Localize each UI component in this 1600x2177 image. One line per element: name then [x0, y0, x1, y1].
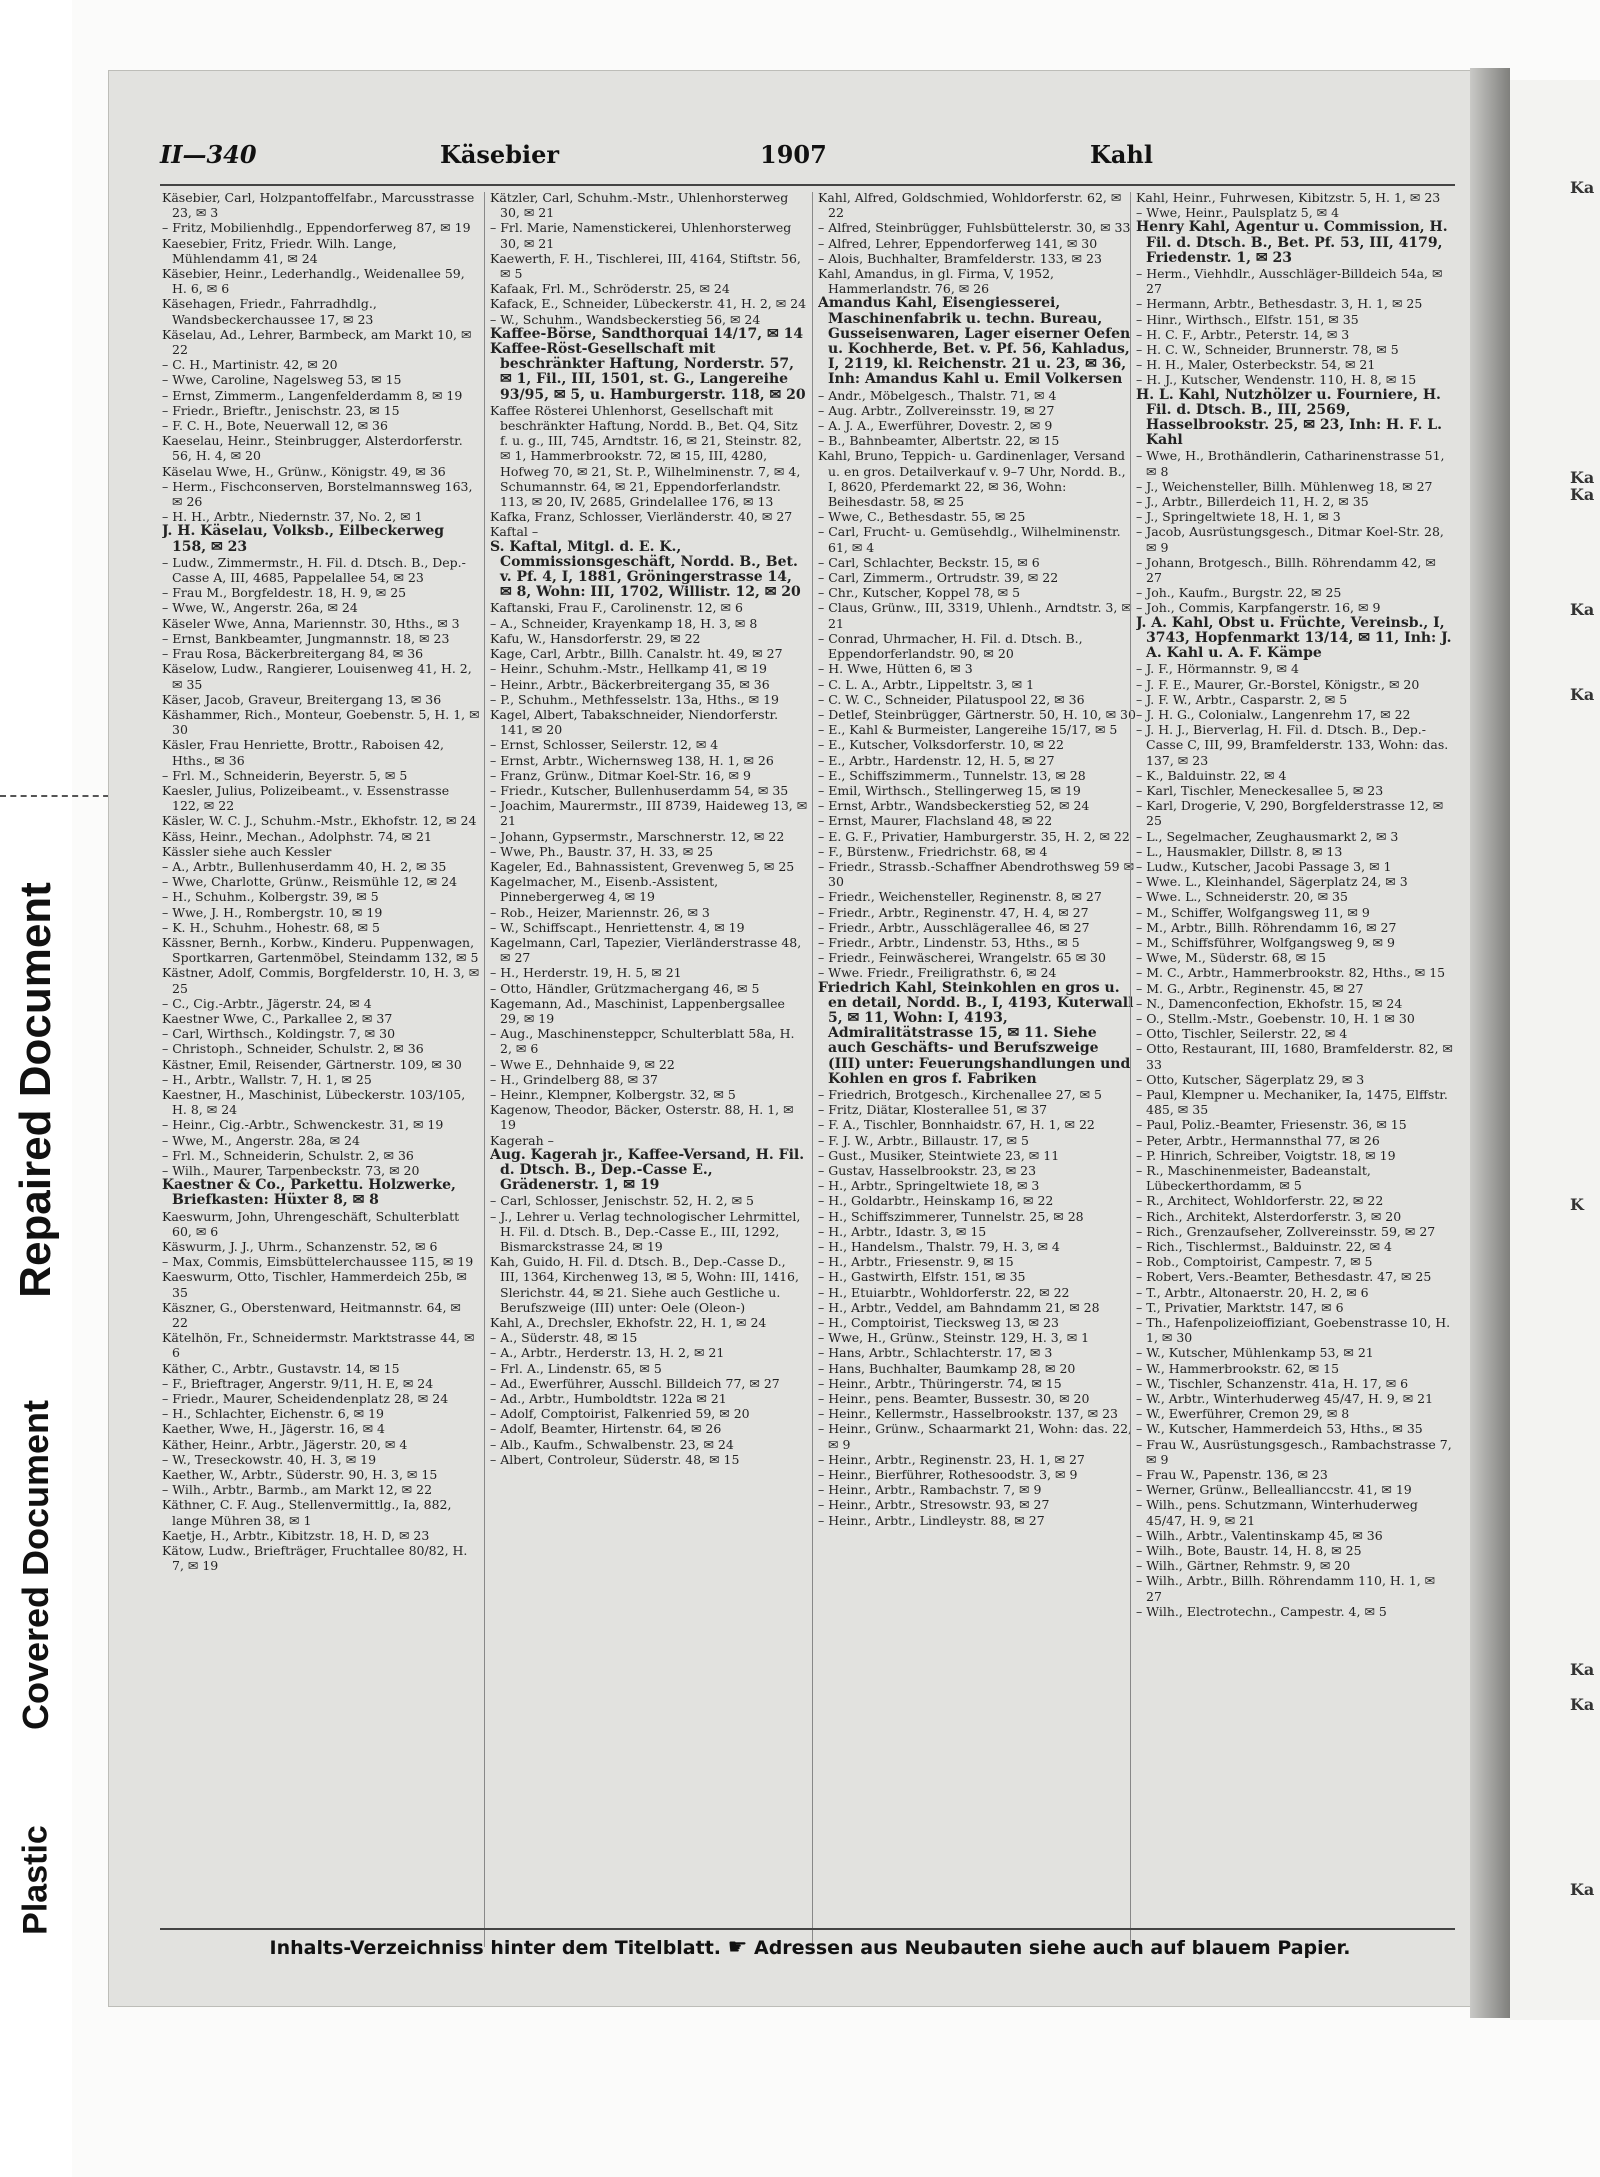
edge-mark: Ka — [1570, 1660, 1595, 1679]
directory-entry: – Wwe, M., Angerstr. 28a, ✉ 24 — [162, 1132, 360, 1148]
repaired-document-label: Repaired Document — [11, 882, 60, 1298]
directory-entry: Kaether, Wwe, H., Jägerstr. 16, ✉ 4 — [162, 1421, 385, 1437]
directory-entry: – Andr., Möbelgesch., Thalstr. 71, ✉ 4 — [818, 387, 1057, 403]
directory-entry: – Werner, Grünw., Belleallianccstr. 41, ✉ 19 — [1136, 1482, 1412, 1498]
directory-entry: – Heinr., Arbtr., Thüringerstr. 74, ✉ 15 — [818, 1375, 1062, 1391]
footer-right-text: Adressen aus Neubauten siehe auch auf blauem Papier. — [754, 1937, 1351, 1959]
directory-entry: – C. L. A., Arbtr., Lippeltstr. 3, ✉ 1 — [818, 676, 1035, 692]
directory-entry: – Karl, Drogerie, V, 290, Borgfelderstrasse 12, ✉ 25 — [1136, 798, 1444, 829]
scan-label-strip — [0, 0, 72, 2177]
header-year: 1907 — [760, 140, 827, 169]
directory-entry: – Claus, Grünw., III, 3319, Uhlenh., Arndtstr. 3, ✉ 21 — [818, 600, 1132, 631]
pointing-hand-icon: ☛ — [727, 1935, 748, 1960]
header-left-name: Käsebier — [440, 140, 560, 169]
directory-entry: Käselau, Ad., Lehrer, Barmbeck, am Markt 10, ✉ 22 — [162, 326, 472, 358]
directory-entry: – Wilh., Arbtr., Valentinskamp 45, ✉ 36 — [1136, 1527, 1383, 1543]
directory-entry: – Karl, Tischler, Meneckesallee 5, ✉ 23 — [1136, 782, 1384, 798]
directory-entry: Aug. Kagerah jr., Kaffee-Versand, H. Fil. d. Dtsch. B., Dep.-Casse E., Grädenerstr. 1, ✉ 19 — [490, 1146, 805, 1194]
directory-entry: – Johann, Brotgesch., Billh. Röhrendamm 42, ✉ 27 — [1136, 554, 1436, 586]
directory-entry: – Heinr., Schuhm.-Mstr., Hellkamp 41, ✉ 19 — [490, 661, 767, 677]
directory-entry: Kahl, A., Drechsler, Ekhofstr. 22, H. 1, ✉ 24 — [490, 1315, 767, 1331]
directory-entry: – Rob., Heizer, Mariennstr. 26, ✉ 3 — [490, 904, 710, 920]
plastic-label: Plastic — [16, 1825, 55, 1935]
directory-entry: Kätzler, Carl, Schuhm.-Mstr., Uhlenhorsterweg 30, ✉ 21 — [490, 190, 789, 221]
directory-entry: – Carl, Schlachter, Beckstr. 15, ✉ 6 — [818, 554, 1040, 570]
directory-entry: – A. J. A., Ewerführer, Dovestr. 2, ✉ 9 — [818, 418, 1053, 434]
edge-mark: Ka — [1570, 1695, 1595, 1714]
directory-entry: Kaestner, H., Maschinist, Lübeckerstr. 103/105, H. 8, ✉ 24 — [162, 1086, 466, 1118]
directory-entry: – Ludw., Kutscher, Jacobi Passage 3, ✉ 1 — [1136, 858, 1392, 874]
directory-entry: – T., Arbtr., Altonaerstr. 20, H. 2, ✉ 6 — [1136, 1284, 1369, 1300]
directory-entry: – Wwe, Caroline, Nagelsweg 53, ✉ 15 — [162, 372, 402, 388]
directory-entry: Kafaak, Frl. M., Schröderstr. 25, ✉ 24 — [490, 281, 730, 297]
directory-entry: – Friedr., Weichensteller, Reginenstr. 8, ✉ 27 — [818, 889, 1102, 905]
directory-entry: – Wwe. L., Schneiderstr. 20, ✉ 35 — [1136, 889, 1348, 905]
directory-entry: – Friedr., Strassb.-Schaffner Abendrothsweg 59 ✉ 30 — [818, 858, 1135, 890]
directory-entry: J. H. Käselau, Volksb., Eilbeckerweg 158, ✉ 23 — [162, 523, 445, 555]
directory-entry: Käss, Heinr., Mechan., Adolphstr. 74, ✉ 21 — [162, 828, 432, 844]
directory-entry: Kageler, Ed., Bahnassistent, Grevenweg 5, ✉ 25 — [490, 858, 795, 874]
directory-entry: Käseler Wwe, Anna, Mariennstr. 30, Hths., ✉ 3 — [162, 615, 460, 631]
directory-entry: – Peter, Arbtr., Hermannsthal 77, ✉ 26 — [1136, 1132, 1380, 1148]
column-3 — [818, 190, 1136, 1950]
directory-entry: – Emil, Wirthsch., Stellingerweg 15, ✉ 19 — [818, 782, 1081, 798]
directory-entry: – W., Hammerbrookstr. 62, ✉ 15 — [1136, 1360, 1340, 1376]
directory-entry: – Frau W., Papenstr. 136, ✉ 23 — [1136, 1467, 1328, 1483]
directory-entry: – Paul, Klempner u. Mechaniker, Ia, 1475, Elffstr. 485, ✉ 35 — [1136, 1086, 1448, 1118]
directory-entry: – Wilh., Gärtner, Rehmstr. 9, ✉ 20 — [1136, 1558, 1351, 1574]
directory-entry: – Adolf, Comptoirist, Falkenried 59, ✉ 20 — [490, 1406, 750, 1422]
directory-entry: – P. Hinrich, Schreiber, Voigtstr. 18, ✉ 19 — [1136, 1147, 1396, 1163]
directory-entry: – Christoph., Schneider, Schulstr. 2, ✉ 36 — [162, 1041, 424, 1057]
directory-entry: – Wwe. L., Kleinhandel, Sägerplatz 24, ✉ 3 — [1136, 874, 1408, 890]
directory-entry: – Wwe, W., Angerstr. 26a, ✉ 24 — [162, 600, 358, 616]
directory-entry: Käsler, W. C. J., Schuhm.-Mstr., Ekhofstr. 12, ✉ 24 — [162, 813, 477, 829]
edge-mark: Ka — [1570, 1880, 1595, 1899]
directory-entry: Kaffee-Röst-Gesellschaft mit beschränkter Haftung, Norderstr. 57, ✉ 1, Fil., III, 1501, st. G., Langereihe 93/95, ✉ 5, u. Hamburgerstr. 118, ✉ 20 — [490, 341, 806, 403]
directory-entry: – Wwe, H., Brothändlerin, Catharinenstrasse 51, ✉ 8 — [1136, 448, 1445, 479]
directory-entry: – J. H. J., Bierverlag, H. Fil. d. Dtsch. B., Dep.-Casse C, III, 99, Bramfelderstr. 133, Wohn: das. 137, ✉ 23 — [1136, 722, 1449, 768]
directory-entry: Kaestner & Co., Parkettu. Holzwerke, Briefkasten: Hüxter 8, ✉ 8 — [162, 1177, 456, 1209]
directory-entry: – A., Schneider, Krayenkamp 18, H. 3, ✉ 8 — [490, 615, 758, 631]
directory-entry: – Alfred, Steinbrügger, Fuhlsbüttelerstr. 30, ✉ 33 — [818, 220, 1131, 236]
edge-mark: Ka — [1570, 600, 1595, 619]
directory-entry: – Frau W., Ausrüstungsgesch., Rambachstrasse 7, ✉ 9 — [1136, 1436, 1452, 1467]
directory-entry: Kaffee-Börse, Sandthorquai 14/17, ✉ 14 — [490, 325, 804, 342]
directory-entry: – W., Tischler, Schanzenstr. 41a, H. 17, ✉ 6 — [1136, 1375, 1409, 1391]
directory-entry: – A., Süderstr. 48, ✉ 15 — [490, 1330, 638, 1346]
directory-entry: – Wilh., pens. Schutzmann, Winterhuderweg 45/47, H. 9, ✉ 21 — [1136, 1497, 1418, 1528]
directory-entry: Kagelmann, Carl, Tapezier, Vierländerstrasse 48, ✉ 27 — [490, 934, 802, 966]
directory-entry: – J. H. G., Colonialw., Langenrehm 17, ✉ 22 — [1136, 706, 1411, 722]
directory-entry: Kaeswurm, John, Uhrengeschäft, Schulterblatt 60, ✉ 6 — [162, 1208, 460, 1239]
directory-entry: – H., Handelsm., Thalstr. 79, H. 3, ✉ 4 — [818, 1239, 1060, 1255]
directory-entry: – Wwe, Heinr., Paulsplatz 5, ✉ 4 — [1136, 205, 1340, 221]
edge-mark: Ka — [1570, 685, 1595, 704]
directory-entry: – H. J., Kutscher, Wendenstr. 110, H. 8, ✉ 15 — [1136, 372, 1417, 388]
header-rule — [160, 184, 1455, 186]
directory-entry: – E., Kutscher, Volksdorferstr. 10, ✉ 22 — [818, 737, 1064, 753]
directory-entry: Kah, Guido, H. Fil. d. Dtsch. B., Dep.-Casse D., III, 1364, Kirchenweg 13, ✉ 5, Wohn: III, 1416, Slerichstr. 44, ✉ 21. Siehe auch Gestliche u. Berufszweige (III) unter: Oele (Oleon-) — [490, 1254, 799, 1315]
column-divider — [812, 192, 813, 1947]
directory-entry: – F. A., Tischler, Bonnhaidstr. 67, H. 1, ✉ 22 — [818, 1117, 1095, 1133]
directory-entry: Kagerah – — [490, 1132, 554, 1148]
directory-entry: – Adolf, Beamter, Hirtenstr. 64, ✉ 26 — [490, 1421, 722, 1437]
directory-entry: Kätow, Ludw., Briefträger, Fruchtallee 80/82, H. 7, ✉ 19 — [162, 1543, 468, 1574]
directory-entry: – Aug. Arbtr., Zollvereinsstr. 19, ✉ 27 — [818, 402, 1055, 418]
directory-entry: – Friedrich, Brotgesch., Kirchenallee 27, ✉ 5 — [818, 1086, 1103, 1102]
directory-entry: – H., Schlachter, Eichenstr. 6, ✉ 19 — [162, 1406, 384, 1422]
directory-entry: – Wilh., Arbtr., Barmb., am Markt 12, ✉ 22 — [162, 1482, 433, 1498]
directory-entry: – Wwe, Charlotte, Grünw., Reismühle 12, ✉ 24 — [162, 874, 458, 890]
directory-entry: – E. G. F., Privatier, Hamburgerstr. 35, H. 2, ✉ 22 — [818, 828, 1130, 844]
directory-entry: Käshammer, Rich., Monteur, Goebenstr. 5, H. 1, ✉ 30 — [162, 706, 480, 738]
directory-entry: J. A. Kahl, Obst u. Früchte, Vereinsb., I, 3743, Hopfenmarkt 13/14, ✉ 11, Inh: J. A. Kahl u. A. F. Kämpe — [1136, 614, 1452, 662]
directory-entry: – Wwe, J. H., Rombergstr. 10, ✉ 19 — [162, 904, 383, 920]
directory-entry: – Fritz, Mobilienhdlg., Eppendorferweg 87, ✉ 19 — [162, 220, 471, 236]
directory-entry: – W., Kutscher, Hammerdeich 53, Hths., ✉ 35 — [1136, 1421, 1423, 1437]
directory-entry: – J., Weichensteller, Billh. Mühlenweg 18, ✉ 27 — [1136, 478, 1433, 494]
directory-entry: – Rich., Tischlermst., Balduinstr. 22, ✉ 4 — [1136, 1239, 1392, 1255]
directory-entry: – H., Arbtr., Wallstr. 7, H. 1, ✉ 25 — [162, 1071, 372, 1087]
directory-entry: – Albert, Controleur, Süderstr. 48, ✉ 15 — [490, 1451, 740, 1467]
column-4 — [1136, 190, 1454, 1950]
directory-entry: – H., Goldarbtr., Heinskamp 16, ✉ 22 — [818, 1193, 1054, 1209]
directory-entry: Kahl, Amandus, in gl. Firma, V, 1952, Hammerlandstr. 76, ✉ 26 — [818, 266, 1055, 297]
directory-entry: – Carl, Schlosser, Jenischstr. 52, H. 2, ✉ 5 — [490, 1193, 754, 1209]
directory-entry: Kaesler, Julius, Polizeibeamt., v. Essenstrasse 122, ✉ 22 — [162, 782, 450, 814]
directory-entry: – H., Arbtr., Springeltwiete 18, ✉ 3 — [818, 1178, 1040, 1194]
directory-entry: Kafu, W., Hansdorferstr. 29, ✉ 22 — [490, 630, 701, 646]
directory-entry: – Heinr., Grünw., Schaarmarkt 21, Wohn: das. 22, ✉ 9 — [818, 1421, 1132, 1452]
directory-entry: – Heinr., Arbtr., Lindleystr. 88, ✉ 27 — [818, 1512, 1045, 1528]
directory-entry: – Frl. M., Schneiderin, Schulstr. 2, ✉ 36 — [162, 1147, 414, 1163]
directory-entry: S. Kaftal, Mitgl. d. E. K., Commissionsgeschäft, Nordd. B., Bet. v. Pf. 4, I, 1881, Gröningerstrasse 14, ✉ 8, Wohn: III, 1702, Willistr. 12, ✉ 20 — [490, 538, 801, 601]
directory-entry: – Frl. M., Schneiderin, Beyerstr. 5, ✉ 5 — [162, 767, 408, 783]
directory-entry: Käther, C., Arbtr., Gustavstr. 14, ✉ 15 — [162, 1360, 400, 1376]
directory-entry: Kästner, Emil, Reisender, Gärtnerstr. 109, ✉ 30 — [162, 1056, 462, 1072]
directory-entry: – Wwe E., Dehnhaide 9, ✉ 22 — [490, 1056, 675, 1072]
column-divider — [1130, 192, 1131, 1947]
directory-entry: – H., Arbtr., Idastr. 3, ✉ 15 — [818, 1223, 987, 1239]
directory-entry: Kagelmacher, M., Eisenb.-Assistent, Pinnebergerweg 4, ✉ 19 — [490, 874, 719, 905]
directory-entry: – Friedr., Maurer, Scheidendenplatz 28, ✉ 24 — [162, 1391, 449, 1407]
directory-entry: – Fritz, Diätar, Klosterallee 51, ✉ 37 — [818, 1102, 1048, 1118]
directory-entry: – E., Arbtr., Hardenstr. 12, H. 5, ✉ 27 — [818, 752, 1055, 768]
directory-entry: – Paul, Poliz.-Beamter, Friesenstr. 36, ✉ 15 — [1136, 1117, 1407, 1133]
directory-entry: – H. C. W., Schneider, Brunnerstr. 78, ✉ 5 — [1136, 342, 1399, 358]
directory-entry: Kagel, Albert, Tabakschneider, Niendorferstr. 141, ✉ 20 — [490, 706, 779, 738]
footer-rule — [160, 1928, 1455, 1930]
directory-entry: – Ernst, Bankbeamter, Jungmannstr. 18, ✉ 23 — [162, 630, 450, 646]
directory-entry: – H. H., Arbtr., Niedernstr. 37, No. 2, ✉ 1 — [162, 509, 423, 525]
directory-entry: – Wilh., Arbtr., Billh. Röhrendamm 110, H. 1, ✉ 27 — [1136, 1573, 1436, 1604]
directory-entry: Käser, Jacob, Graveur, Breitergang 13, ✉ 36 — [162, 691, 442, 707]
directory-entry: Kaestner Wwe, C., Parkallee 2, ✉ 37 — [162, 1010, 393, 1026]
directory-entry: – Ludw., Zimmermstr., H. Fil. d. Dtsch. B., Dep.-Casse A, III, 4685, Pappelallee 54, ✉ 23 — [162, 554, 466, 586]
directory-entry: Kagemann, Ad., Maschinist, Lappenbergsallee 29, ✉ 19 — [490, 995, 785, 1026]
directory-entry: Käther, Heinr., Arbtr., Jägerstr. 20, ✉ 4 — [162, 1436, 408, 1452]
directory-entry: Kässler siehe auch Kessler — [162, 843, 332, 859]
page-number: II—340 — [160, 140, 257, 169]
directory-entry: – H., Gastwirth, Elfstr. 151, ✉ 35 — [818, 1269, 1026, 1285]
directory-entry: – Joh., Kaufm., Burgstr. 22, ✉ 25 — [1136, 585, 1342, 601]
directory-entry: – C., Cig.-Arbtr., Jägerstr. 24, ✉ 4 — [162, 995, 372, 1011]
directory-entry: – Wilh., Electrotechn., Campestr. 4, ✉ 5 — [1136, 1603, 1387, 1619]
directory-entry: – Wwe, H., Grünw., Steinstr. 129, H. 3, ✉ 1 — [818, 1330, 1090, 1346]
column-1 — [162, 190, 480, 1950]
directory-entry: – Heinr., Arbtr., Bäckerbreitergang 35, ✉ 36 — [490, 676, 770, 692]
directory-entry: – Carl, Wirthsch., Koldingstr. 7, ✉ 30 — [162, 1026, 396, 1042]
directory-entry: – Herm., Fischconserven, Borstelmannsweg 163, ✉ 26 — [162, 478, 473, 510]
directory-entry: – Ad., Arbtr., Humboldtstr. 122a ✉ 21 — [490, 1391, 727, 1407]
directory-entry: – H., Schuhm., Kolbergstr. 39, ✉ 5 — [162, 889, 379, 905]
edge-mark: Ka — [1570, 468, 1595, 487]
directory-entry: – Max, Commis, Eimsbüttelerchaussee 115, ✉ 19 — [162, 1254, 474, 1270]
directory-entry: Henry Kahl, Agentur u. Commission, H. Fil. d. Dtsch. B., Bet. Pf. 53, III, 4179, Friedenstr. 1, ✉ 23 — [1136, 219, 1448, 266]
directory-entry: – Friedr., Kutscher, Bullenhuserdamm 54, ✉ 35 — [490, 782, 789, 798]
directory-entry: Käszner, G., Oberstenward, Heitmannstr. 64, ✉ 22 — [162, 1299, 461, 1331]
directory-entry: – F. J. W., Arbtr., Billaustr. 17, ✉ 5 — [818, 1132, 1029, 1148]
directory-entry: – P., Schuhm., Methfesselstr. 13a, Hths., ✉ 19 — [490, 691, 779, 707]
directory-entry: – Heinr., Bierführer, Rothesoodstr. 3, ✉ 9 — [818, 1467, 1078, 1483]
directory-entry: – Jacob, Ausrüstungsgesch., Ditmar Koel-Str. 28, ✉ 9 — [1136, 524, 1444, 555]
directory-entry: – Otto, Restaurant, III, 1680, Bramfelderstr. 82, ✉ 33 — [1136, 1041, 1453, 1072]
directory-entry: – Ernst, Schlosser, Seilerstr. 12, ✉ 4 — [490, 737, 719, 753]
directory-entry: – Th., Hafenpolizeioffiziant, Goebenstrasse 10, H. 1, ✉ 30 — [1136, 1315, 1451, 1346]
directory-entry: Käthner, C. F. Aug., Stellenvermittlg., Ia, 882, lange Mühren 38, ✉ 1 — [162, 1497, 452, 1528]
page-gutter-shadow — [1470, 68, 1510, 2018]
directory-entry: – R., Maschinenmeister, Badeanstalt, Lübeckerthordamm, ✉ 5 — [1136, 1163, 1371, 1194]
directory-entry: Kaftal – — [490, 524, 539, 540]
directory-entry: – N., Damenconfection, Ekhofstr. 15, ✉ 24 — [1136, 995, 1403, 1011]
directory-entry: Kaewerth, F. H., Tischlerei, III, 4164, Stiftstr. 56, ✉ 5 — [490, 250, 801, 282]
directory-entry: – Wilh., Bote, Baustr. 14, H. 8, ✉ 25 — [1136, 1543, 1362, 1559]
directory-entry: – Robert, Vers.-Beamter, Bethesdastr. 47, ✉ 25 — [1136, 1269, 1432, 1285]
directory-entry: – Heinr., Arbtr., Stresowstr. 93, ✉ 27 — [818, 1497, 1050, 1513]
directory-entry: – F., Brieftrager, Angerstr. 9/11, H. E, ✉ 24 — [162, 1375, 434, 1391]
directory-entry: – Ad., Ewerführer, Ausschl. Billdeich 77, ✉ 27 — [490, 1375, 780, 1391]
directory-entry: – Aug., Maschinensteppcr, Schulterblatt 58a, H. 2, ✉ 6 — [490, 1026, 795, 1057]
directory-entry: – Heinr., Arbtr., Reginenstr. 23, H. 1, ✉ 27 — [818, 1451, 1085, 1467]
directory-entry: – Rob., Comptoirist, Campestr. 7, ✉ 5 — [1136, 1254, 1373, 1270]
edge-mark: Ka — [1570, 485, 1595, 504]
directory-entry: Kafka, Franz, Schlosser, Vierländerstr. 40, ✉ 27 — [490, 509, 793, 525]
directory-entry: Friedrich Kahl, Steinkohlen en gros u. en detail, Nordd. B., I, 4193, Kuterwall 5, ✉ 11, Wohn: I, 4193, Admiralitätstrasse 15, ✉ 11. Siehe auch Geschäfts- und Berufszweige (III) unter: Feuerungshandlungen und Kohlen en gros f. Fabriken — [818, 979, 1134, 1087]
directory-entry: – R., Architect, Wohldorferstr. 22, ✉ 22 — [1136, 1193, 1384, 1209]
directory-entry: Käswurm, J. J., Uhrm., Schanzenstr. 52, ✉ 6 — [162, 1239, 438, 1255]
directory-entry: – M. C., Arbtr., Hammerbrookstr. 82, Hths., ✉ 15 — [1136, 965, 1446, 981]
page-footer — [160, 1935, 1460, 1960]
directory-entry: – A., Arbtr., Herderstr. 13, H. 2, ✉ 21 — [490, 1345, 725, 1361]
directory-entry: – Alois, Buchhalter, Bramfelderstr. 133, ✉ 23 — [818, 250, 1102, 266]
directory-entry: Kaeselau, Heinr., Steinbrugger, Alsterdorferstr. 56, H. 4, ✉ 20 — [162, 433, 463, 464]
directory-entry: – Chr., Kutscher, Koppel 78, ✉ 5 — [818, 585, 1021, 601]
directory-entry: – E., Kahl & Burmeister, Langereihe 15/17, ✉ 5 — [818, 722, 1118, 738]
directory-entry: – Otto, Händler, Grützmachergang 46, ✉ 5 — [490, 980, 760, 996]
directory-entry: – J., Springeltwiete 18, H. 1, ✉ 3 — [1136, 509, 1341, 525]
directory-entry: – W., Arbtr., Winterhuderweg 45/47, H. 9, ✉ 21 — [1136, 1391, 1434, 1407]
directory-entry: – Frl. A., Lindenstr. 65, ✉ 5 — [490, 1360, 662, 1376]
directory-entry: – Wwe, C., Bethesdastr. 55, ✉ 25 — [818, 509, 1026, 525]
directory-entry: Kaether, W., Arbtr., Süderstr. 90, H. 3, ✉ 15 — [162, 1467, 438, 1483]
directory-entry: – Alfred, Lehrer, Eppendorferweg 141, ✉ 30 — [818, 235, 1098, 251]
header-right-name: Kahl — [1090, 140, 1153, 169]
directory-entry: – W., Ewerführer, Cremon 29, ✉ 8 — [1136, 1406, 1350, 1422]
directory-entry: – H., Arbtr., Friesenstr. 9, ✉ 15 — [818, 1254, 1014, 1270]
directory-entry: Kahl, Bruno, Teppich- u. Gardinenlager, Versand u. en gros. Detailverkauf v. 9–7 Uhr, Nordd. B., I, 8620, Pferdemarkt 22, ✉ 36, Wohn: Beihesdastr. 58, ✉ 25 — [818, 448, 1126, 510]
page-header — [160, 140, 1460, 180]
directory-entry: – H., Herderstr. 19, H. 5, ✉ 21 — [490, 965, 682, 981]
directory-entry: Kafack, E., Schneider, Lübeckerstr. 41, H. 2, ✉ 24 — [490, 296, 807, 312]
directory-entry: – Rich., Grenzaufseher, Zollvereinsstr. 59, ✉ 27 — [1136, 1223, 1436, 1239]
directory-entry: – Friedr., Brieftr., Jenischstr. 23, ✉ 15 — [162, 402, 400, 418]
directory-entry: – Gust., Musiker, Steintwiete 23, ✉ 11 — [818, 1147, 1060, 1163]
directory-entry: – C. W. C., Schneider, Pilatuspool 22, ✉ 36 — [818, 691, 1085, 707]
directory-entry: – H., Arbtr., Veddel, am Bahndamm 21, ✉ 28 — [818, 1299, 1100, 1315]
directory-entry: – M., Arbtr., Billh. Röhrendamm 16, ✉ 27 — [1136, 919, 1397, 935]
directory-entry: – Hans, Buchhalter, Baumkamp 28, ✉ 20 — [818, 1360, 1076, 1376]
directory-entry: – Alb., Kaufm., Schwalbenstr. 23, ✉ 24 — [490, 1436, 734, 1452]
directory-entry: Käsebier, Heinr., Lederhandlg., Weidenallee 59, H. 6, ✉ 6 — [162, 266, 465, 297]
directory-entry: – J., Lehrer u. Verlag technologischer Lehrmittel, H. Fil. d. Dtsch. B., Dep.-Casse E., III, 1292, Bismarckstrasse 24, ✉ 19 — [490, 1208, 801, 1255]
directory-entry: – F., Bürstenw., Friedrichstr. 68, ✉ 4 — [818, 843, 1048, 859]
edge-mark: K — [1570, 1195, 1584, 1214]
directory-entry: Amandus Kahl, Eisengiesserei, Maschinenfabrik u. techn. Bureau, Gusseisenwaren, Lager eiserner Oefen u. Kochherde, Bet. v. Pf. 56, Kahladus, I, 2119, kl. Reichenstr. 21 u. 23, ✉ 36, Inh: Amandus Kahl u. Emil Volkersen — [818, 295, 1131, 388]
directory-entry: H. L. Kahl, Nutzhölzer u. Fourniere, H. Fil. d. Dtsch. B., III, 2569, Hasselbrookstr. 25, ✉ 23, Inh: H. F. L. Kahl — [1136, 386, 1443, 449]
directory-entry: – Hans, Arbtr., Schlachterstr. 17, ✉ 3 — [818, 1345, 1053, 1361]
directory-entry: – Frau M., Borgfeldestr. 18, H. 9, ✉ 25 — [162, 585, 407, 601]
directory-entry: Käselow, Ludw., Rangierer, Louisenweg 41, H. 2, ✉ 35 — [162, 661, 472, 692]
directory-entry: – A., Arbtr., Bullenhuserdamm 40, H. 2, ✉ 35 — [162, 858, 447, 874]
directory-entry: – Friedr., Arbtr., Lindenstr. 53, Hths., ✉ 5 — [818, 934, 1080, 950]
directory-entry: Kagenow, Theodor, Bäcker, Osterstr. 88, H. 1, ✉ 19 — [490, 1102, 794, 1133]
directory-entry: Kahl, Heinr., Fuhrwesen, Kibitzstr. 5, H. 1, ✉ 23 — [1136, 190, 1441, 205]
column-2 — [490, 190, 808, 1950]
directory-entry: – Ernst, Zimmerm., Langenfelderdamm 8, ✉ 19 — [162, 387, 463, 403]
directory-entry: – Franz, Grünw., Ditmar Koel-Str. 16, ✉ 9 — [490, 767, 751, 783]
directory-entry: – Heinr., Klempner, Kolbergstr. 32, ✉ 5 — [490, 1086, 736, 1102]
directory-entry: – E., Schiffszimmerm., Tunnelstr. 13, ✉ 28 — [818, 767, 1086, 783]
directory-entry: – Rich., Architekt, Alsterdorferstr. 3, ✉ 20 — [1136, 1208, 1402, 1224]
directory-entry: Kätelhön, Fr., Schneidermstr. Marktstrasse 44, ✉ 6 — [162, 1330, 475, 1361]
directory-entry: Kästner, Adolf, Commis, Borgfelderstr. 10, H. 3, ✉ 25 — [162, 965, 480, 996]
directory-entry: Käsler, Frau Henriette, Brottr., Raboisen 42, Hths., ✉ 36 — [162, 737, 445, 768]
directory-entry: – Wwe. Friedr., Freiligrathstr. 6, ✉ 24 — [818, 965, 1057, 981]
column-divider — [484, 192, 485, 1947]
directory-entry: – L., Segelmacher, Zeughausmarkt 2, ✉ 3 — [1136, 828, 1399, 844]
directory-entry: – W., Schuhm., Wandsbeckerstieg 56, ✉ 24 — [490, 311, 761, 327]
directory-entry: – O., Stellm.-Mstr., Goebenstr. 10, H. 1 ✉ 30 — [1136, 1010, 1415, 1026]
directory-entry: – Wwe, Ph., Baustr. 37, H. 33, ✉ 25 — [490, 843, 714, 859]
directory-entry: – Frl. Marie, Namenstickerei, Uhlenhorsterweg 30, ✉ 21 — [490, 220, 792, 251]
next-page-edge — [1510, 80, 1600, 2020]
directory-entry: – Conrad, Uhrmacher, H. Fil. d. Dtsch. B., Eppendorferlandstr. 90, ✉ 20 — [818, 630, 1083, 662]
directory-entry: – H., Grindelberg 88, ✉ 37 — [490, 1071, 659, 1087]
directory-entry: – Ernst, Arbtr., Wandsbeckerstieg 52, ✉ 24 — [818, 798, 1090, 814]
directory-entry: Kaesebier, Fritz, Friedr. Wilh. Lange, Mühlendamm 41, ✉ 24 — [162, 235, 397, 266]
directory-entry: – Herm., Viehhdlr., Ausschläger-Billdeich 54a, ✉ 27 — [1136, 266, 1443, 297]
directory-entry: – H., Comptoirist, Tiecksweg 13, ✉ 23 — [818, 1315, 1059, 1331]
directory-entry: – Detlef, Steinbrügger, Gärtnerstr. 50, H. 10, ✉ 30 — [818, 706, 1136, 722]
directory-entry: – H., Schiffszimmerer, Tunnelstr. 25, ✉ 28 — [818, 1208, 1084, 1224]
directory-entry: Kaeswurm, Otto, Tischler, Hammerdeich 25b, ✉ 35 — [162, 1269, 467, 1300]
directory-entry: – H. Wwe, Hütten 6, ✉ 3 — [818, 661, 973, 677]
directory-entry: – Joh., Commis, Karpfangerstr. 16, ✉ 9 — [1136, 600, 1381, 616]
directory-entry: Kahl, Alfred, Goldschmied, Wohldorferstr. 62, ✉ 22 — [818, 190, 1122, 221]
directory-entry: Kässner, Bernh., Korbw., Kinderu. Puppenwagen, Sportkarren, Gartenmöbel, Steindamm 132, ✉ 5 — [162, 934, 479, 966]
directory-entry: – T., Privatier, Marktstr. 147, ✉ 6 — [1136, 1299, 1344, 1315]
directory-entry: – Wilh., Maurer, Tarpenbeckstr. 73, ✉ 20 — [162, 1163, 420, 1178]
footer-left-text: Inhalts-Verzeichniss hinter dem Titelblatt. — [269, 1937, 722, 1959]
directory-entry: – Friedr., Arbtr., Reginenstr. 47, H. 4, ✉ 27 — [818, 904, 1089, 920]
directory-entry: – Heinr., Arbtr., Rambachstr. 7, ✉ 9 — [818, 1482, 1042, 1498]
directory-entry: – B., Bahnbeamter, Albertstr. 22, ✉ 15 — [818, 433, 1060, 449]
directory-entry: – Ernst, Maurer, Flachsland 48, ✉ 22 — [818, 813, 1053, 829]
directory-entry: – Heinr., pens. Beamter, Bussestr. 30, ✉ 20 — [818, 1391, 1090, 1407]
directory-entry: – H. H., Maler, Osterbeckstr. 54, ✉ 21 — [1136, 357, 1376, 373]
directory-entry: – Friedr., Arbtr., Ausschlägerallee 46, ✉ 27 — [818, 919, 1090, 935]
directory-entry: – H., Etuiarbtr., Wohldorferstr. 22, ✉ 22 — [818, 1284, 1070, 1300]
directory-entry: Käselau Wwe, H., Grünw., Königstr. 49, ✉ 36 — [162, 463, 446, 479]
directory-entry: Kaetje, H., Arbtr., Kibitzstr. 18, H. D, ✉ 23 — [162, 1527, 430, 1543]
directory-entry: – W., Kutscher, Mühlenkamp 53, ✉ 21 — [1136, 1345, 1374, 1361]
edge-mark: Ka — [1570, 178, 1595, 197]
directory-entry: – Hinr., Wirthsch., Elfstr. 151, ✉ 35 — [1136, 311, 1359, 327]
directory-entry: – Carl, Frucht- u. Gemüsehdlg., Wilhelminenstr. 61, ✉ 4 — [818, 524, 1121, 555]
directory-entry: – Joachim, Maurermstr., III 8739, Haideweg 13, ✉ 21 — [490, 798, 808, 829]
directory-entry: Kage, Carl, Arbtr., Billh. Canalstr. ht. 49, ✉ 27 — [490, 646, 783, 662]
directory-entry: – Wwe, M., Süderstr. 68, ✉ 15 — [1136, 950, 1327, 966]
directory-entry: – J. F., Hörmannstr. 9, ✉ 4 — [1136, 661, 1299, 677]
directory-entry: – K. H., Schuhm., Hohestr. 68, ✉ 5 — [162, 919, 380, 935]
directory-entry: – M., Schiffsführer, Wolfgangsweg 9, ✉ 9 — [1136, 934, 1395, 950]
directory-entry: – Otto, Tischler, Seilerstr. 22, ✉ 4 — [1136, 1026, 1348, 1042]
directory-entry: Kaftanski, Frau F., Carolinenstr. 12, ✉ 6 — [490, 600, 743, 616]
directory-entry: – Carl, Zimmerm., Ortrudstr. 39, ✉ 22 — [818, 570, 1059, 586]
directory-entry: – Johann, Gypsermstr., Marschnerstr. 12, ✉ 22 — [490, 828, 785, 844]
directory-entry: – Heinr., Cig.-Arbtr., Schwenckestr. 31, ✉ 19 — [162, 1117, 444, 1133]
directory-entry: – Otto, Kutscher, Sägerplatz 29, ✉ 3 — [1136, 1071, 1365, 1087]
directory-entry: – M., Schiffer, Wolfgangsweg 11, ✉ 9 — [1136, 904, 1370, 920]
directory-entry: – K., Balduinstr. 22, ✉ 4 — [1136, 767, 1287, 783]
directory-entry: Käsehagen, Friedr., Fahrradhdlg., Wandsbeckerchaussee 17, ✉ 23 — [162, 296, 377, 327]
directory-entry: – W., Treseckowstr. 40, H. 3, ✉ 19 — [162, 1451, 377, 1467]
directory-entry: Kaffee Rösterei Uhlenhorst, Gesellschaft mit beschränkter Haftung, Nordd. B., Bet. Q4, Sitz f. u. g., III, 745, Arndtstr. 16, ✉ 21, Steinstr. 82, ✉ 1, Hammerbrookstr. 72, ✉ 15, III, 4280, Hofweg 70, ✉ 21, St. P., Wilhelminenstr. 7, ✉ 4, Schumannstr. 64, ✉ 21, Eppendorferlandstr. 113, ✉ 20, IV, 2685, Grindelallee 176, ✉ 13 — [490, 402, 802, 510]
directory-entry: – Heinr., Kellermstr., Hasselbrookstr. 137, ✉ 23 — [818, 1406, 1118, 1422]
directory-entry: – Frau Rosa, Bäckerbreitergang 84, ✉ 36 — [162, 646, 424, 662]
directory-entry: – M. G., Arbtr., Reginenstr. 45, ✉ 27 — [1136, 980, 1364, 996]
directory-entry: – Friedr., Feinwäscherei, Wrangelstr. 65 ✉ 30 — [818, 950, 1106, 966]
directory-entry: – J. F. W., Arbtr., Casparstr. 2, ✉ 5 — [1136, 691, 1348, 707]
directory-entry: – J. F. E., Maurer, Gr.-Borstel, Königstr., ✉ 20 — [1136, 676, 1420, 692]
directory-entry: – L., Hausmakler, Dillstr. 8, ✉ 13 — [1136, 843, 1343, 859]
directory-entry: – Gustav, Hasselbrookstr. 23, ✉ 23 — [818, 1163, 1037, 1178]
directory-entry: – W., Schiffscapt., Henriettenstr. 4, ✉ 19 — [490, 919, 745, 935]
directory-entry: – Ernst, Arbtr., Wichernsweg 138, H. 1, ✉ 26 — [490, 752, 774, 768]
directory-entry: – Hermann, Arbtr., Bethesdastr. 3, H. 1, ✉ 25 — [1136, 296, 1423, 312]
covered-document-label: Covered Document — [15, 1399, 56, 1731]
directory-entry: Käsebier, Carl, Holzpantoffelfabr., Marcusstrasse 23, ✉ 3 — [162, 190, 475, 221]
directory-entry: – H. C. F., Arbtr., Peterstr. 14, ✉ 3 — [1136, 326, 1350, 342]
directory-entry: – C. H., Martinistr. 42, ✉ 20 — [162, 357, 338, 373]
directory-entry: – J., Arbtr., Billerdeich 11, H. 2, ✉ 35 — [1136, 494, 1369, 510]
directory-entry: – F. C. H., Bote, Neuerwall 12, ✉ 36 — [162, 418, 388, 434]
